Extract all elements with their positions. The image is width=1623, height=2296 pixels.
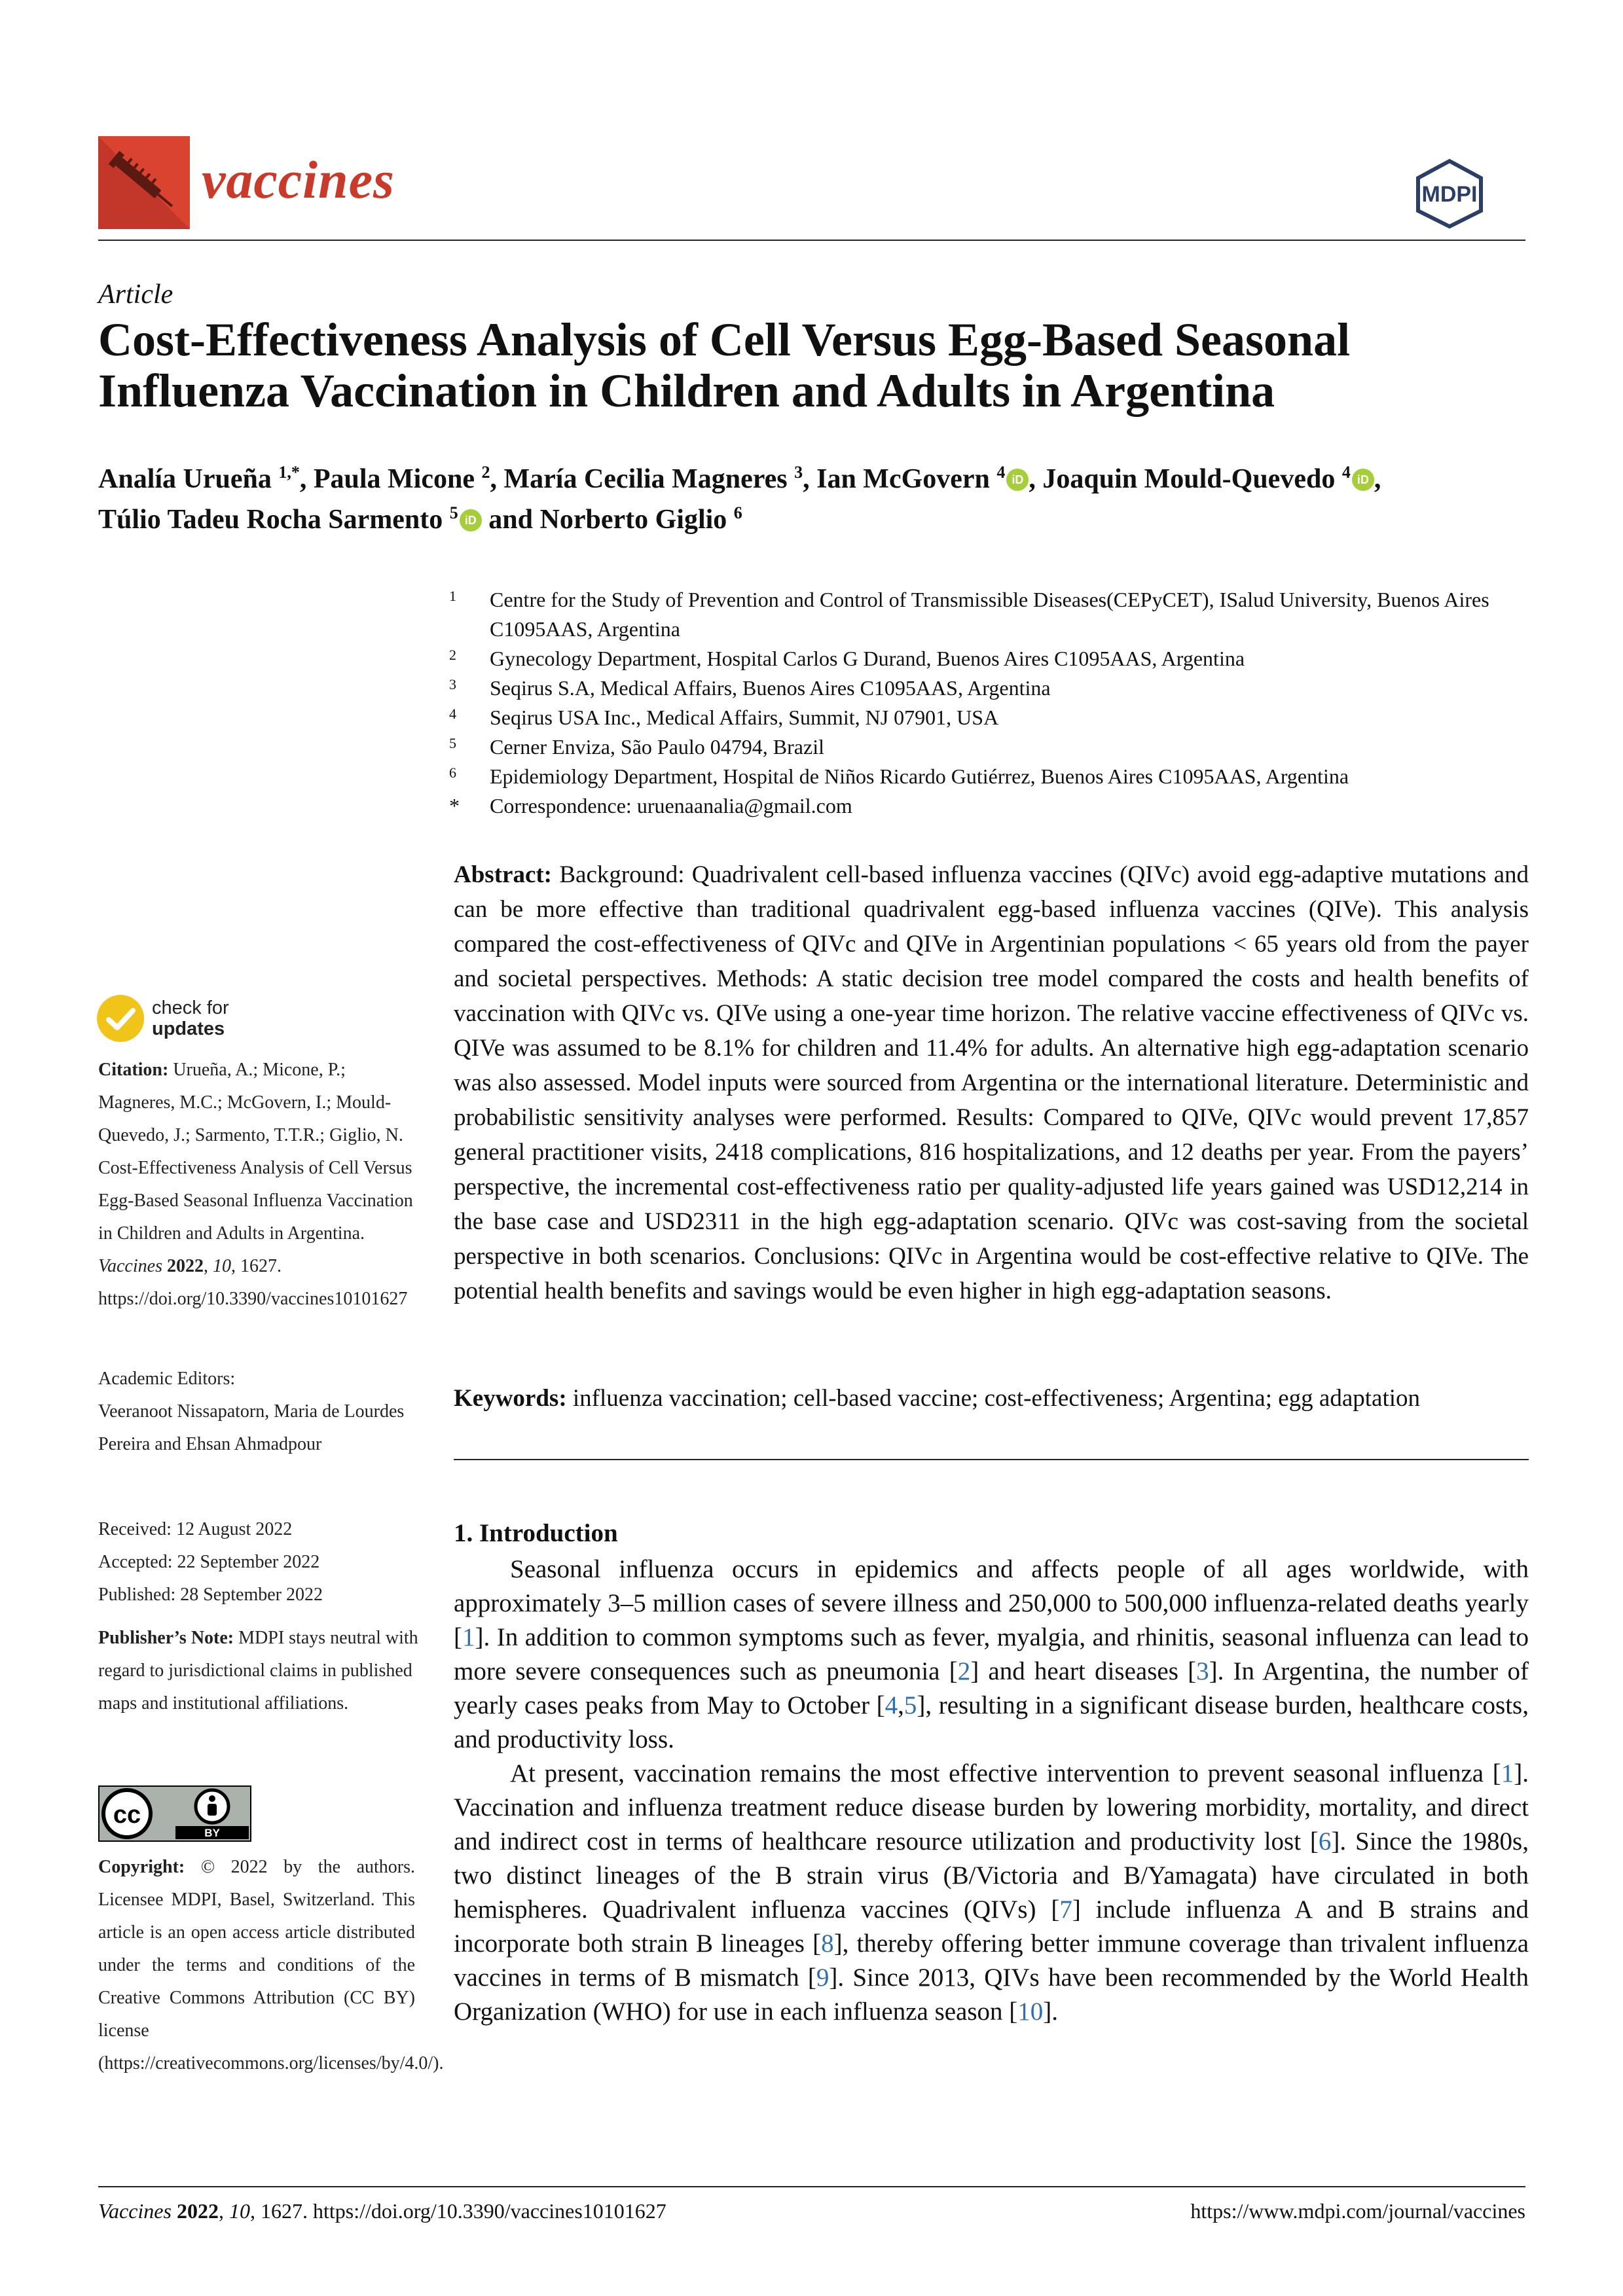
author-affiliation: 4 bbox=[996, 463, 1006, 482]
affiliation-text: Gynecology Department, Hospital Carlos G Durand, Buenos Aires C1095AAS, Argentina bbox=[490, 647, 1245, 670]
footer-year: 2022 bbox=[176, 2199, 219, 2223]
affiliation-text: Epidemiology Department, Hospital de Niños Ricardo Gutiérrez, Buenos Aires C1095AAS, Argentina bbox=[490, 764, 1349, 788]
publisher-name: MDPI bbox=[1421, 182, 1478, 207]
syringe-icon bbox=[98, 136, 190, 229]
keywords bbox=[454, 1381, 1529, 1416]
article-title: Cost-Effectiveness Analysis of Cell Versus Egg-Based Seasonal Influenza Vaccination in Children and Adults in Argentina bbox=[98, 314, 1351, 417]
citation-ref-link[interactable]: 5 bbox=[903, 1691, 917, 1719]
paragraph: At present, vaccination remains the most effective intervention to prevent seasonal influenza [1]. Vaccination and influenza treatment reduce disease burden by lowering morbidity, mortality, and direct and indirect cost in terms of healthcare resource utilization and productivity lost [6]. Since the 1980s, two distinct lineages of the B strain virus (B/Victoria and B/Yamagata) have circulated in both hemispheres. Quadrivalent influenza vaccines (QIVs) [7] include influenza A and B strains and incorporate both strain B lineages [8], thereby offering better immune coverage than trivalent influenza vaccines in terms of B mismatch [9]. Since 2013, QIVs have been recommended by the World Health Organization (WHO) for use in each influenza season [10]. bbox=[454, 1759, 1529, 2026]
keywords-text: influenza vaccination; cell-based vaccine; cost-effectiveness; Argentina; egg adaptation bbox=[572, 1385, 1421, 1412]
introduction-body bbox=[454, 1552, 1529, 2029]
article-type: Article bbox=[98, 279, 173, 310]
affiliation-item bbox=[449, 703, 1529, 732]
header-rule bbox=[98, 240, 1525, 241]
citation-ref-link[interactable]: 8 bbox=[821, 1929, 834, 1958]
citation-ref-link[interactable]: 2 bbox=[957, 1657, 971, 1685]
affiliation-number: 4 bbox=[449, 706, 456, 722]
editors-names: Veeranoot Nissapatorn, Maria de Lourdes Pereira and Ehsan Ahmadpour bbox=[98, 1401, 405, 1454]
affiliation-item bbox=[449, 762, 1529, 791]
citation-ref-link[interactable]: 4 bbox=[884, 1691, 898, 1719]
affiliation-text: Seqirus S.A, Medical Affairs, Buenos Aires C1095AAS, Argentina bbox=[490, 676, 1051, 700]
author-affiliation: 6 bbox=[733, 503, 742, 522]
author-affiliation: 1,* bbox=[278, 463, 300, 482]
affiliation-number: 5 bbox=[449, 735, 456, 751]
pubnote-label: Publisher’s Note: bbox=[98, 1628, 234, 1648]
citation-journal: Vaccines bbox=[98, 1256, 162, 1276]
orcid-icon[interactable]: iD bbox=[460, 509, 482, 531]
citation-ref-link[interactable]: 1 bbox=[462, 1623, 475, 1651]
citation-volume: 10 bbox=[212, 1256, 231, 1276]
academic-editors bbox=[98, 1363, 426, 1461]
affiliation-text: Centre for the Study of Prevention and Control of Transmissible Diseases(CEPyCET), ISalud University, Buenos Aires C1095AAS, Argentina bbox=[490, 588, 1489, 641]
check-line1: check for bbox=[152, 997, 229, 1018]
check-for-updates-button[interactable] bbox=[97, 995, 372, 1047]
author-list: Analía Urueña $^{1,*}$, Paula Micone $^2$, María Cecilia Magneres $^3$, Ian McGovern $^4$ iD , Joaquin Mould-Quevedo $^4$ iD , Túlio Tadeu Rocha Sarmento $^5$ iD and Norberto Giglio $^6$ bbox=[98, 463, 1381, 535]
citation-label: Citation: bbox=[98, 1060, 169, 1080]
author-name[interactable]: Ian McGovern bbox=[816, 464, 990, 494]
keywords-label: Keywords: bbox=[454, 1385, 567, 1412]
author-name[interactable]: Joaquin Mould-Quevedo bbox=[1042, 464, 1336, 494]
affiliation-number: 2 bbox=[449, 647, 456, 663]
abstract-text: Background: Quadrivalent cell-based influenza vaccines (QIVc) avoid egg-adaptive mutations and can be more effective than traditional quadrivalent egg-based influenza vaccines (QIVe). This analysis compared the cost-effectiveness of QIVc and QIVe in Argentinian populations < 65 years old from the payer and societal perspectives. Methods: A static decision tree model compared the costs and health benefits of vaccination with QIVc vs. QIVe using a one-year time horizon. The relative vaccine effectiveness of QIVc vs. QIVe was assumed to be 8.1% for children and 11.4% for adults. An alternative high egg-adaptation scenario was also assessed. Model inputs were sourced from Argentina or the international literature. Deterministic and probabilistic sensitivity analyses were performed. Results: Compared to QIVe, QIVc would prevent 17,857 general practitioner visits, 2418 complications, 816 hospitalizations, and 12 deaths per year. From the payers’ perspective, the incremental cost-effectiveness ratio per quality-adjusted life years gained was USD12,214 in the base case and USD2311 in the high egg-adaptation scenario. QIVc was cost-saving from the societal perspective in both scenarios. Conclusions: QIVc in Argentina would be cost-effective relative to QIVe. The potential health benefits and savings would be even higher in high egg-adaptation seasons. bbox=[454, 861, 1529, 1304]
citation-ref-link[interactable]: 10 bbox=[1017, 1998, 1044, 2026]
author-affiliation: 4 bbox=[1341, 463, 1351, 482]
affiliation-text: Seqirus USA Inc., Medical Affairs, Summit, NJ 07901, USA bbox=[490, 706, 999, 729]
section-rule bbox=[454, 1459, 1529, 1460]
affiliation-number: 1 bbox=[449, 588, 456, 604]
affiliations bbox=[449, 585, 1529, 821]
cc-by-license-badge[interactable] bbox=[98, 1785, 251, 1842]
abstract-label: Abstract: bbox=[454, 861, 553, 888]
citation-block: Citation: Urueña, A.; Micone, P.; Magneres, M.C.; McGovern, I.; Mould-Quevedo, J.; Sarmento, T.T.R.; Giglio, N. Cost-Effectiveness Analysis of Cell Versus Egg-Based Seasonal Influenza Vaccination in Children and Adults in Argentina. Vaccines 2022, 10, 1627. https://doi.org/10.3390/vaccines10101627 bbox=[98, 1060, 413, 1309]
copyright-text: © 2022 by the authors. Licensee MDPI, Basel, Switzerland. This article is an open access article distributed under the terms and conditions of the Creative Commons Attribution (CC BY) license (https://creativecommons.org/licenses/by/4.0/). bbox=[98, 1857, 444, 2073]
orcid-icon[interactable]: iD bbox=[1006, 469, 1029, 491]
citation-doi[interactable]: , 1627. https://doi.org/10.3390/vaccines10101627 bbox=[98, 1256, 408, 1309]
copyright-notice bbox=[98, 1851, 444, 2080]
pubnote-text: MDPI stays neutral with regard to jurisdictional claims in published maps and institutional affiliations. bbox=[98, 1628, 418, 1713]
footer-citation[interactable]: Vaccines 2022, 10, 1627. https://doi.org/10.3390/vaccines10101627 bbox=[98, 2199, 666, 2223]
received-date: Received: 12 August 2022 bbox=[98, 1519, 293, 1539]
correspondence bbox=[449, 791, 1529, 821]
affiliation-item bbox=[449, 673, 1529, 703]
affiliation-item bbox=[449, 644, 1529, 673]
check-for-updates-label bbox=[152, 997, 229, 1039]
accepted-date: Accepted: 22 September 2022 bbox=[98, 1552, 320, 1572]
affiliation-item bbox=[449, 732, 1529, 762]
affiliation-number: 6 bbox=[449, 764, 456, 781]
journal-name[interactable]: vaccines bbox=[202, 150, 395, 209]
svg-text:cc: cc bbox=[113, 1801, 141, 1829]
cc-by-label: BY bbox=[204, 1827, 220, 1839]
author-affiliation: 5 bbox=[449, 503, 458, 522]
author-name[interactable]: Paula Micone bbox=[313, 464, 475, 494]
author-name[interactable]: María Cecilia Magneres bbox=[503, 464, 788, 494]
author-name[interactable]: Túlio Tadeu Rocha Sarmento bbox=[98, 505, 443, 535]
citation-ref-link[interactable]: 6 bbox=[1318, 1827, 1332, 1856]
citation-ref-link[interactable]: 9 bbox=[816, 1964, 830, 1992]
author-affiliation: 3 bbox=[794, 463, 803, 482]
citation-year: 2022 bbox=[166, 1256, 204, 1276]
correspondence-text[interactable]: Correspondence: uruenaanalia@gmail.com bbox=[490, 794, 852, 817]
author-affiliation: 2 bbox=[481, 463, 490, 482]
publisher-note bbox=[98, 1622, 426, 1720]
published-date: Published: 28 September 2022 bbox=[98, 1585, 323, 1605]
section-heading: 1. Introduction bbox=[454, 1519, 618, 1547]
affiliation-text: Cerner Enviza, São Paulo 04794, Brazil bbox=[490, 735, 824, 759]
affiliation-item bbox=[449, 585, 1529, 644]
footer-rule bbox=[98, 2186, 1525, 2187]
copyright-label: Copyright: bbox=[98, 1857, 185, 1877]
affiliation-number: 3 bbox=[449, 676, 456, 692]
footer-journal: Vaccines bbox=[98, 2199, 172, 2223]
editors-label: Academic Editors: bbox=[98, 1369, 236, 1389]
author-name[interactable]: Norberto Giglio bbox=[539, 505, 727, 535]
orcid-icon[interactable]: iD bbox=[1352, 469, 1374, 491]
correspondence-marker: * bbox=[449, 794, 460, 817]
publisher-logo[interactable] bbox=[1413, 158, 1486, 229]
citation-text: Urueña, A.; Micone, P.; Magneres, M.C.; McGovern, I.; Mould-Quevedo, J.; Sarmento, T.T.R.; Giglio, N. Cost-Effectiveness Analysis of Cell Versus Egg-Based Seasonal Influenza Vaccination in Children and Adults in Argentina. bbox=[98, 1060, 413, 1244]
abstract bbox=[454, 857, 1529, 1308]
mdpi-hexagon-icon bbox=[1413, 158, 1486, 229]
citation-ref-link[interactable]: 3 bbox=[1196, 1657, 1209, 1685]
citation-ref-link[interactable]: 7 bbox=[1059, 1895, 1072, 1924]
author-name[interactable]: Analía Urueña bbox=[98, 464, 272, 494]
footer-journal-url[interactable]: https://www.mdpi.com/journal/vaccines bbox=[1190, 2199, 1525, 2223]
citation-ref-link[interactable]: 1 bbox=[1501, 1759, 1514, 1787]
footer-volume: 10 bbox=[228, 2199, 250, 2223]
checkmark-icon bbox=[97, 995, 144, 1042]
footer-doi[interactable]: , 1627. https://doi.org/10.3390/vaccines10101627 bbox=[249, 2199, 666, 2223]
publication-dates bbox=[98, 1513, 426, 1611]
check-line2: updates bbox=[152, 1018, 225, 1039]
paragraph: Seasonal influenza occurs in epidemics and affects people of all ages worldwide, with approximately 3–5 million cases of severe illness and 250,000 to 500,000 influenza-related deaths yearly [1]. In addition to common symptoms such as fever, myalgia, and rhinitis, seasonal influenza can lead to more severe consequences such as pneumonia [2] and heart diseases [3]. In Argentina, the number of yearly cases peaks from May to October [4,5], resulting in a significant disease burden, healthcare costs, and productivity loss. bbox=[454, 1555, 1529, 1753]
journal-logo[interactable] bbox=[98, 136, 190, 229]
